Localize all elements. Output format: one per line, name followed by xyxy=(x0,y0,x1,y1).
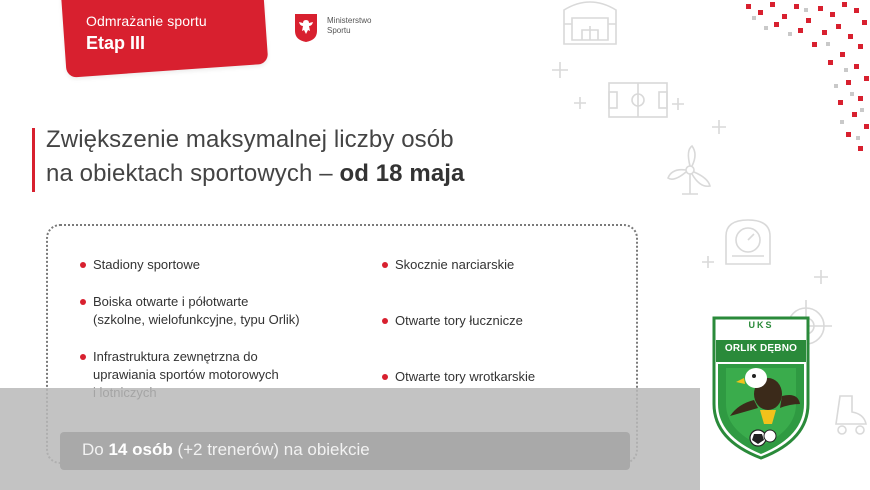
badge-subtitle: Odmrażanie sportu xyxy=(86,13,207,29)
list-item: Infrastruktura zewnętrzna do uprawiania sportów motorowych xyxy=(93,348,279,402)
bullet-dot-icon xyxy=(80,299,86,305)
ministry-name: Ministerstwo Sportu xyxy=(327,16,372,35)
list-item: Boiska otwarte i półotwarte (szkolne, wielofunkcyjne, typu Orlik) xyxy=(93,293,300,329)
list-item: Stadiony sportowe xyxy=(93,256,200,274)
football-pitch-icon xyxy=(606,80,670,120)
sparkle-icon xyxy=(710,118,728,136)
list-item: Otwarte tory wrotkarskie xyxy=(395,368,535,386)
bullet-dot-icon xyxy=(80,262,86,268)
bullet-dot-icon xyxy=(80,354,86,360)
crest-abbreviation: UKS xyxy=(748,320,774,330)
polish-eagle-emblem-icon xyxy=(294,13,318,43)
fan-icon xyxy=(662,142,718,198)
bullet-dot-icon xyxy=(382,374,388,380)
bullet-dot-icon xyxy=(382,262,388,268)
bullet-dot-icon xyxy=(382,318,388,324)
sparkle-icon xyxy=(670,96,686,112)
heading-accent-bar xyxy=(32,128,35,192)
sparkle-icon xyxy=(700,254,716,270)
list-item: Skocznie narciarskie xyxy=(395,256,514,274)
limit-count: 14 osób xyxy=(108,440,173,459)
heading-line-2: na obiektach sportowych – od 18 maja xyxy=(46,160,465,187)
list-item: Otwarte tory łucznicze xyxy=(395,312,523,330)
red-mosaic-pattern xyxy=(740,0,870,160)
badge-stage: Etap III xyxy=(86,33,146,53)
heading-date: od 18 maja xyxy=(339,160,465,187)
club-crest-logo xyxy=(708,312,814,460)
limit-text: Do 14 osób (+2 trenerów) na obiekcie xyxy=(82,440,370,459)
sparkle-icon xyxy=(550,60,570,80)
heading-line-1: Zwiększenie maksymalnej liczby osób xyxy=(46,126,454,153)
sparkle-icon xyxy=(812,268,830,286)
crest-club-name: ORLIK DĘBNO xyxy=(724,343,798,354)
rollerskate-icon xyxy=(830,392,870,438)
stopwatch-icon xyxy=(718,214,778,274)
stadium-icon xyxy=(560,0,620,52)
sparkle-icon xyxy=(572,95,588,111)
